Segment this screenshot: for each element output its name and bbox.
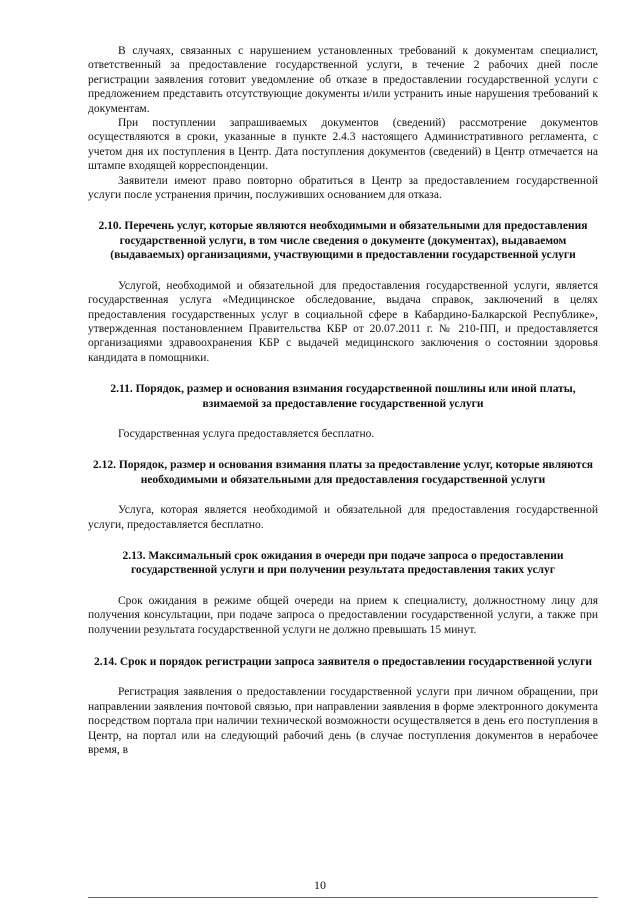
heading-2-12: 2.12. Порядок, размер и основания взимания платы за предоставление услуг, которые являются необходимыми и обязательными для предоставления государственной услуги bbox=[92, 459, 594, 486]
paragraph-refusal-notice: В случаях, связанных с нарушением установленных требований к документам специалист, ответственный за предоставление государственной услуги, в течение 2 рабочих дней после регистрации заявления готовит уведомление об отказе в предоставлении государственной услуги с предложением представить отсутствующие документы и/или устранить иные нарушения требований к документам. bbox=[88, 45, 598, 115]
heading-2-11: 2.11. Порядок, размер и основания взимания государственной пошлины или иной платы, взимаемой за предоставление государственной услуги bbox=[110, 383, 576, 410]
heading-2-13: 2.13. Максимальный срок ожидания в очереди при подаче запроса о предоставлении государственной услуги и при получении результата предоставления таких услуг bbox=[122, 549, 564, 577]
page-number: 10 bbox=[314, 878, 326, 892]
paragraph-reapply-right: Заявители имеют право повторно обратиться в Центр за предоставлением государственной услуги после устранения причин, послуживших основанием для отказа. bbox=[88, 174, 598, 202]
paragraph-service-free: Государственная услуга предоставляется бесплатно. bbox=[118, 427, 375, 440]
footer-divider bbox=[88, 897, 598, 898]
paragraph-required-services: Услугой, необходимой и обязательной для предоставления государственной услуги, является государственная услуга «Медицинское обследование, выдача справок, заключений в целях предоставления государственных услуг в социальной сфере в Кабардино-Балкарской Республике», утвержденная постановлением Правительства КБР от 20.07.2011 г. № 210-ПП, и предоставляется организациями здравоохранения КБР с выдачей медицинского заключения о состоянии здоровья кандидата в помощники. bbox=[88, 279, 598, 364]
paragraph-related-service-free: Услуга, которая является необходимой и обязательной для предоставления государственной услуги, предоставляется бесплатно. bbox=[88, 504, 598, 531]
heading-2-10: 2.10. Перечень услуг, которые являются необходимыми и обязательными для предоставления государственной услуги, в том числе сведения о документе (документах), выдаваемом (выдаваемых) организациями, участвующими в предоставлении государственной услуги bbox=[98, 220, 588, 262]
paragraph-queue-wait: Срок ожидания в режиме общей очереди на прием к специалисту, должностному лицу для получения консультации, при подаче запроса о предоставлении государственной услуги, а также при получении результата государственной услуги не должно превышать 15 минут. bbox=[88, 594, 598, 636]
paragraph-registration: Регистрация заявления о предоставлении государственной услуги при личном обращении, при направлении заявления почтовой связью, при направлении заявления в форме электронного документа посредством портала при наличии технической возможности осуществляется в день его поступления в Центр, на портал или на следующий рабочий день (в случае поступления документов в нерабочее время, в bbox=[88, 686, 598, 757]
paragraph-documents-received: При поступлении запрашиваемых документов (сведений) рассмотрение документов осуществляются в сроки, указанные в пункте 2.4.3 настоящего Административного регламента, с учетом дня их поступления в Центр. Дата поступления документов (сведений) в Центр отмечается на штампе входящей корреспонденции. bbox=[88, 117, 598, 173]
heading-2-14: 2.14. Срок и порядок регистрации запроса заявителя о предоставлении государственной услуги bbox=[93, 656, 593, 668]
document-page bbox=[88, 44, 598, 757]
